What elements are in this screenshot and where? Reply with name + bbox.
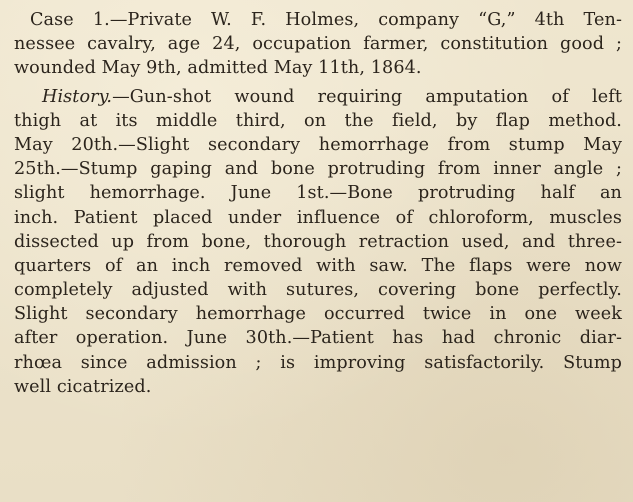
history-line-11: after operation. June 30th.—Patient has had chronic diar- <box>14 328 622 349</box>
history-line-6: inch. Patient placed under influence of chloroform, muscles <box>14 207 622 228</box>
case-line-2: nessee cavalry, age 24, occupation farmer, constitution good ; <box>14 34 622 55</box>
history-line-2: thigh at its middle third, on the field, by flap method. <box>14 110 622 131</box>
history-line-13: well cicatrized. <box>14 376 152 397</box>
history-line-4: 25th.—Stump gaping and bone protruding from inner angle ; <box>14 159 622 180</box>
history-line-1 <box>14 85 622 109</box>
history-line-10: Slight secondary hemorrhage occurred twice in one week <box>14 304 622 325</box>
history-line-5: slight hemorrhage. June 1st.—Bone protruding half an <box>14 183 622 204</box>
case-line-1: Case 1.—Private W. F. Holmes, company “G,” 4th Ten- <box>30 10 622 30</box>
history-line-12: rhœa since admission ; is improving satisfactorily. Stump <box>14 352 622 373</box>
history-line-3: May 20th.—Slight secondary hemorrhage from stump May <box>14 134 622 155</box>
history-first-line-text: —Gun-shot wound requiring amputation of left <box>112 86 622 107</box>
case-line-3: wounded May 9th, admitted May 11th, 1864. <box>14 58 422 79</box>
history-line-8: quarters of an inch removed with saw. The flaps were now <box>14 255 622 276</box>
history-line-7: dissected up from bone, thorough retraction used, and three- <box>14 231 622 252</box>
history-label: History. <box>42 86 113 107</box>
history-line-9: completely adjusted with sutures, covering bone perfectly. <box>14 280 622 301</box>
case-report-text <box>14 8 622 399</box>
